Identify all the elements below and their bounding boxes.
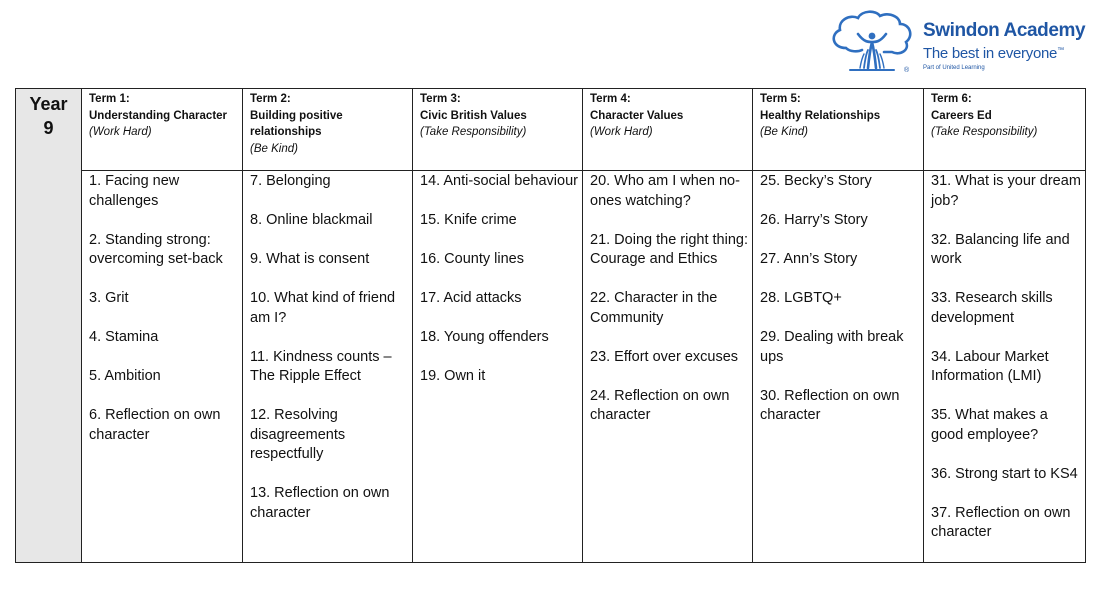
term-value: (Be Kind)	[760, 126, 808, 138]
year-number: 9	[43, 118, 54, 138]
year-label: Year	[29, 94, 68, 114]
term-6-header	[924, 89, 1086, 171]
lesson-list	[420, 172, 578, 387]
school-group: Part of United Learning	[923, 65, 985, 71]
list-item: 37. Reflection on own character	[931, 504, 1071, 540]
term-2-header	[243, 89, 413, 171]
list-item: 29. Dealing with break ups	[760, 329, 904, 365]
list-item: 5. Ambition	[89, 368, 161, 384]
term-title: Careers Ed	[931, 109, 992, 122]
term-3-lessons	[413, 171, 583, 563]
list-item: 20. Who am I when no-ones watching?	[590, 173, 740, 209]
term-header-row	[16, 89, 1086, 171]
list-item: 34. Labour Market Information (LMI)	[931, 348, 1049, 384]
list-item: 17. Acid attacks	[420, 290, 522, 306]
term-2-lessons	[243, 171, 413, 563]
list-item: 6. Reflection on own character	[89, 407, 221, 443]
term-label: Term 2:	[250, 93, 291, 105]
list-item: 9. What is consent	[250, 251, 370, 267]
list-item: 2. Standing strong: overcoming set-back	[89, 231, 223, 267]
list-item: 4. Stamina	[89, 329, 159, 345]
list-item: 14. Anti-social behaviour	[420, 173, 578, 189]
list-item: 32. Balancing life and work	[931, 231, 1070, 267]
term-value: (Take Responsibility)	[931, 126, 1038, 138]
list-item: 27. Ann’s Story	[760, 251, 858, 267]
lesson-list	[250, 172, 408, 523]
lesson-list	[931, 172, 1081, 543]
list-item: 35. What makes a good employee?	[931, 407, 1048, 443]
list-item: 33. Research skills development	[931, 290, 1053, 326]
list-item: 26. Harry’s Story	[760, 212, 868, 228]
list-item: 30. Reflection on own character	[760, 387, 900, 423]
lesson-list	[590, 172, 748, 426]
term-value: (Work Hard)	[590, 126, 653, 138]
list-item: 10. What kind of friend am I?	[250, 290, 396, 326]
list-item: 19. Own it	[420, 368, 486, 384]
term-value: (Be Kind)	[250, 142, 298, 155]
lessons-row	[16, 171, 1086, 563]
term-3-header	[413, 89, 583, 171]
school-name: Swindon Academy	[923, 20, 1086, 41]
term-label: Term 4:	[590, 93, 631, 105]
term-title: Healthy Relationships	[760, 109, 881, 122]
term-1-lessons	[82, 171, 243, 563]
term-4-lessons	[583, 171, 753, 563]
term-5-header	[753, 89, 924, 171]
registered-mark: ®	[904, 67, 910, 74]
list-item: 7. Belonging	[250, 173, 331, 189]
term-value: (Take Responsibility)	[420, 126, 527, 138]
list-item: 1. Facing new challenges	[89, 173, 180, 209]
term-label: Term 1:	[89, 93, 130, 105]
term-value: (Work Hard)	[89, 126, 152, 138]
term-title: Civic British Values	[420, 109, 527, 122]
term-label: Term 6:	[931, 93, 972, 105]
list-item: 24. Reflection on own character	[590, 387, 730, 423]
list-item: 13. Reflection on own character	[250, 485, 390, 521]
list-item: 36. Strong start to KS4	[931, 465, 1078, 482]
curriculum-table	[15, 88, 1086, 563]
list-item: 11. Kindness counts – The Ripple Effect	[250, 348, 392, 384]
trademark-mark: ™	[1057, 47, 1064, 54]
term-label: Term 5:	[760, 93, 801, 105]
year-cell	[16, 89, 82, 563]
tagline-text: The best in everyone	[923, 45, 1058, 62]
list-item: 23. Effort over excuses	[590, 348, 739, 365]
term-label: Term 3:	[420, 93, 461, 105]
list-item: 18. Young offenders	[420, 329, 549, 345]
list-item: 15. Knife crime	[420, 212, 517, 228]
list-item: 28. LGBTQ+	[760, 290, 842, 306]
list-item: 22. Character in the Community	[590, 290, 718, 326]
lesson-list	[89, 172, 238, 445]
term-5-lessons	[753, 171, 924, 563]
list-item: 21. Doing the right thing: Courage and Ethics	[590, 231, 748, 267]
term-title: Understanding Character	[89, 109, 228, 122]
list-item: 12. Resolving disagreements respectfully	[250, 407, 346, 462]
term-title: Character Values	[590, 109, 684, 122]
list-item: 3. Grit	[89, 290, 129, 306]
term-4-header	[583, 89, 753, 171]
tree-logo-icon	[828, 8, 920, 74]
term-1-header	[82, 89, 243, 171]
list-item: 25. Becky’s Story	[760, 173, 872, 189]
list-item: 16. County lines	[420, 251, 524, 267]
lesson-list	[760, 172, 919, 426]
school-tagline	[923, 42, 1088, 63]
term-6-lessons	[924, 171, 1086, 563]
list-item: 31. What is your dream job?	[931, 173, 1081, 209]
list-item: 8. Online blackmail	[250, 212, 373, 228]
term-title: Building positive relationships	[250, 109, 343, 138]
school-logo	[828, 8, 1088, 80]
